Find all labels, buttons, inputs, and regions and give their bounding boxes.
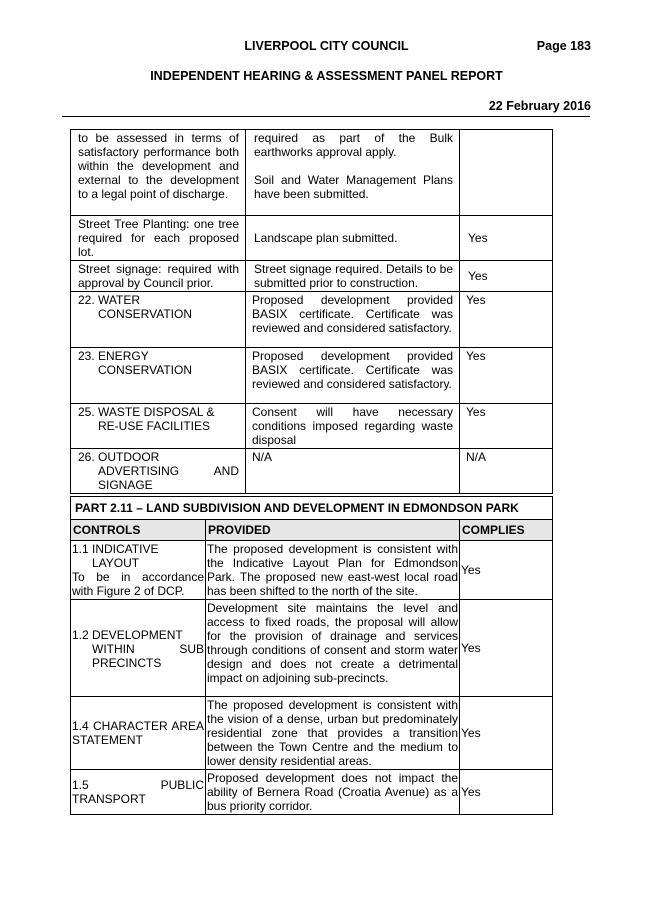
control-cell: Street Tree Planting: one tree required for each proposed lot.: [71, 216, 246, 261]
provided-cell: Consent will have necessary conditions imposed regarding waste disposal: [246, 404, 460, 449]
provided-cell: Development site maintains the level and access to fixed roads, the proposal will allow for the provision of drainage and services through conditions of consent and storm water design and does not create a detrimental impact on adjoining sub-precincts.: [206, 600, 460, 697]
table-row: [71, 348, 553, 404]
control-cell: [71, 404, 246, 449]
provided-cell: The proposed development is consistent with the Indicative Layout Plan for Edmondson Park. The proposed new east-west local road has been shifted to the north of the site.: [207, 542, 458, 598]
table-title: PART 2.11 – LAND SUBDIVISION AND DEVELOPMENT IN EDMONDSON PARK: [71, 497, 553, 520]
complies-cell: Yes: [460, 697, 553, 770]
control-name: ADVERTISING AND SIGNAGE: [98, 464, 239, 492]
table-row: [71, 292, 553, 348]
control-name: CONSERVATION: [98, 307, 193, 321]
control-cell: [71, 292, 246, 348]
header-organisation: LIVERPOOL CITY COUNCIL: [244, 39, 409, 53]
control-cell: 1.4 CHARACTER AREA STATEMENT: [71, 697, 206, 770]
complies-cell: [460, 130, 553, 216]
column-header-complies: COMPLIES: [460, 520, 553, 541]
report-title: INDEPENDENT HEARING & ASSESSMENT PANEL REPORT: [150, 69, 503, 83]
complies-cell: Yes: [460, 541, 553, 600]
control-cell: to be assessed in terms of satisfactory performance both within the development and external to the development to a legal point of discharge.: [71, 130, 246, 216]
table-header-row: [71, 520, 553, 541]
table-row: [71, 404, 553, 449]
control-number: 22. WATER: [78, 293, 141, 307]
provided-text-2: Soil and Water Management Plans have been submitted.: [254, 173, 453, 201]
provided-cell: [246, 130, 460, 216]
control-cell: [71, 348, 246, 404]
provided-cell: Street signage required. Details to be submitted prior to construction.: [246, 261, 460, 292]
control-number: 1.1 INDICATIVE: [72, 542, 159, 556]
table-row: [71, 216, 553, 261]
table-row: [71, 449, 553, 494]
table-row: [71, 261, 553, 292]
control-name: LAYOUT: [92, 556, 140, 570]
provided-cell: Landscape plan submitted.: [246, 216, 460, 261]
control-cell: 1.5 PUBLIC TRANSPORT: [71, 770, 206, 815]
column-header-controls: CONTROLS: [71, 520, 206, 541]
control-detail: To be in accordance with Figure 2 of DCP.: [72, 570, 204, 598]
control-number: 25. WASTE DISPOSAL &: [78, 405, 215, 419]
report-date: 22 February 2016: [488, 99, 591, 113]
complies-cell: Yes: [460, 261, 553, 292]
complies-cell: Yes: [460, 216, 553, 261]
complies-cell: Yes: [460, 292, 553, 348]
control-cell: [71, 449, 246, 494]
complies-cell: Yes: [460, 348, 553, 404]
control-cell: [71, 541, 206, 600]
table-row: [71, 130, 553, 216]
column-header-provided: PROVIDED: [206, 520, 460, 541]
table-row: [71, 770, 553, 815]
provided-cell: Proposed development does not impact the ability of Bernera Road (Croatia Avenue) as a bus priority corridor.: [207, 771, 458, 813]
table-row: [71, 600, 553, 697]
complies-cell: N/A: [460, 449, 553, 494]
provided-text: required as part of the Bulk earthworks approval apply.: [254, 131, 453, 159]
control-number: 1.2 DEVELOPMENT: [72, 628, 183, 642]
control-name: WITHIN SUB PRECINCTS: [92, 642, 204, 670]
control-cell: Street signage: required with approval by Council prior.: [71, 261, 246, 292]
control-name: CONSERVATION: [98, 363, 193, 377]
header-rule: [62, 116, 590, 117]
complies-cell: Yes: [460, 600, 553, 697]
table-row: [71, 541, 553, 600]
control-name: RE-USE FACILITIES: [98, 419, 211, 433]
page-number: Page 183: [536, 39, 591, 53]
control-number: 26. OUTDOOR: [78, 450, 160, 464]
provided-cell: The proposed development is consistent with the vision of a dense, urban but predominately residential zone that provides a transition between the Town Centre and the medium to lower density residential areas.: [207, 698, 458, 768]
provided-cell: N/A: [246, 449, 460, 494]
control-cell: [71, 600, 206, 697]
table-row: [71, 697, 553, 770]
assessment-table-continued: [70, 129, 553, 494]
control-number: 23. ENERGY: [78, 349, 149, 363]
provided-cell: Proposed development provided BASIX certificate. Certificate was reviewed and considered satisfactory.: [246, 292, 460, 348]
edmondson-park-table: [70, 496, 553, 815]
provided-cell: Proposed development provided BASIX certificate. Certificate was reviewed and considered satisfactory.: [246, 348, 460, 404]
complies-cell: Yes: [460, 770, 553, 815]
table-title-row: [71, 497, 553, 520]
complies-cell: Yes: [460, 404, 553, 449]
